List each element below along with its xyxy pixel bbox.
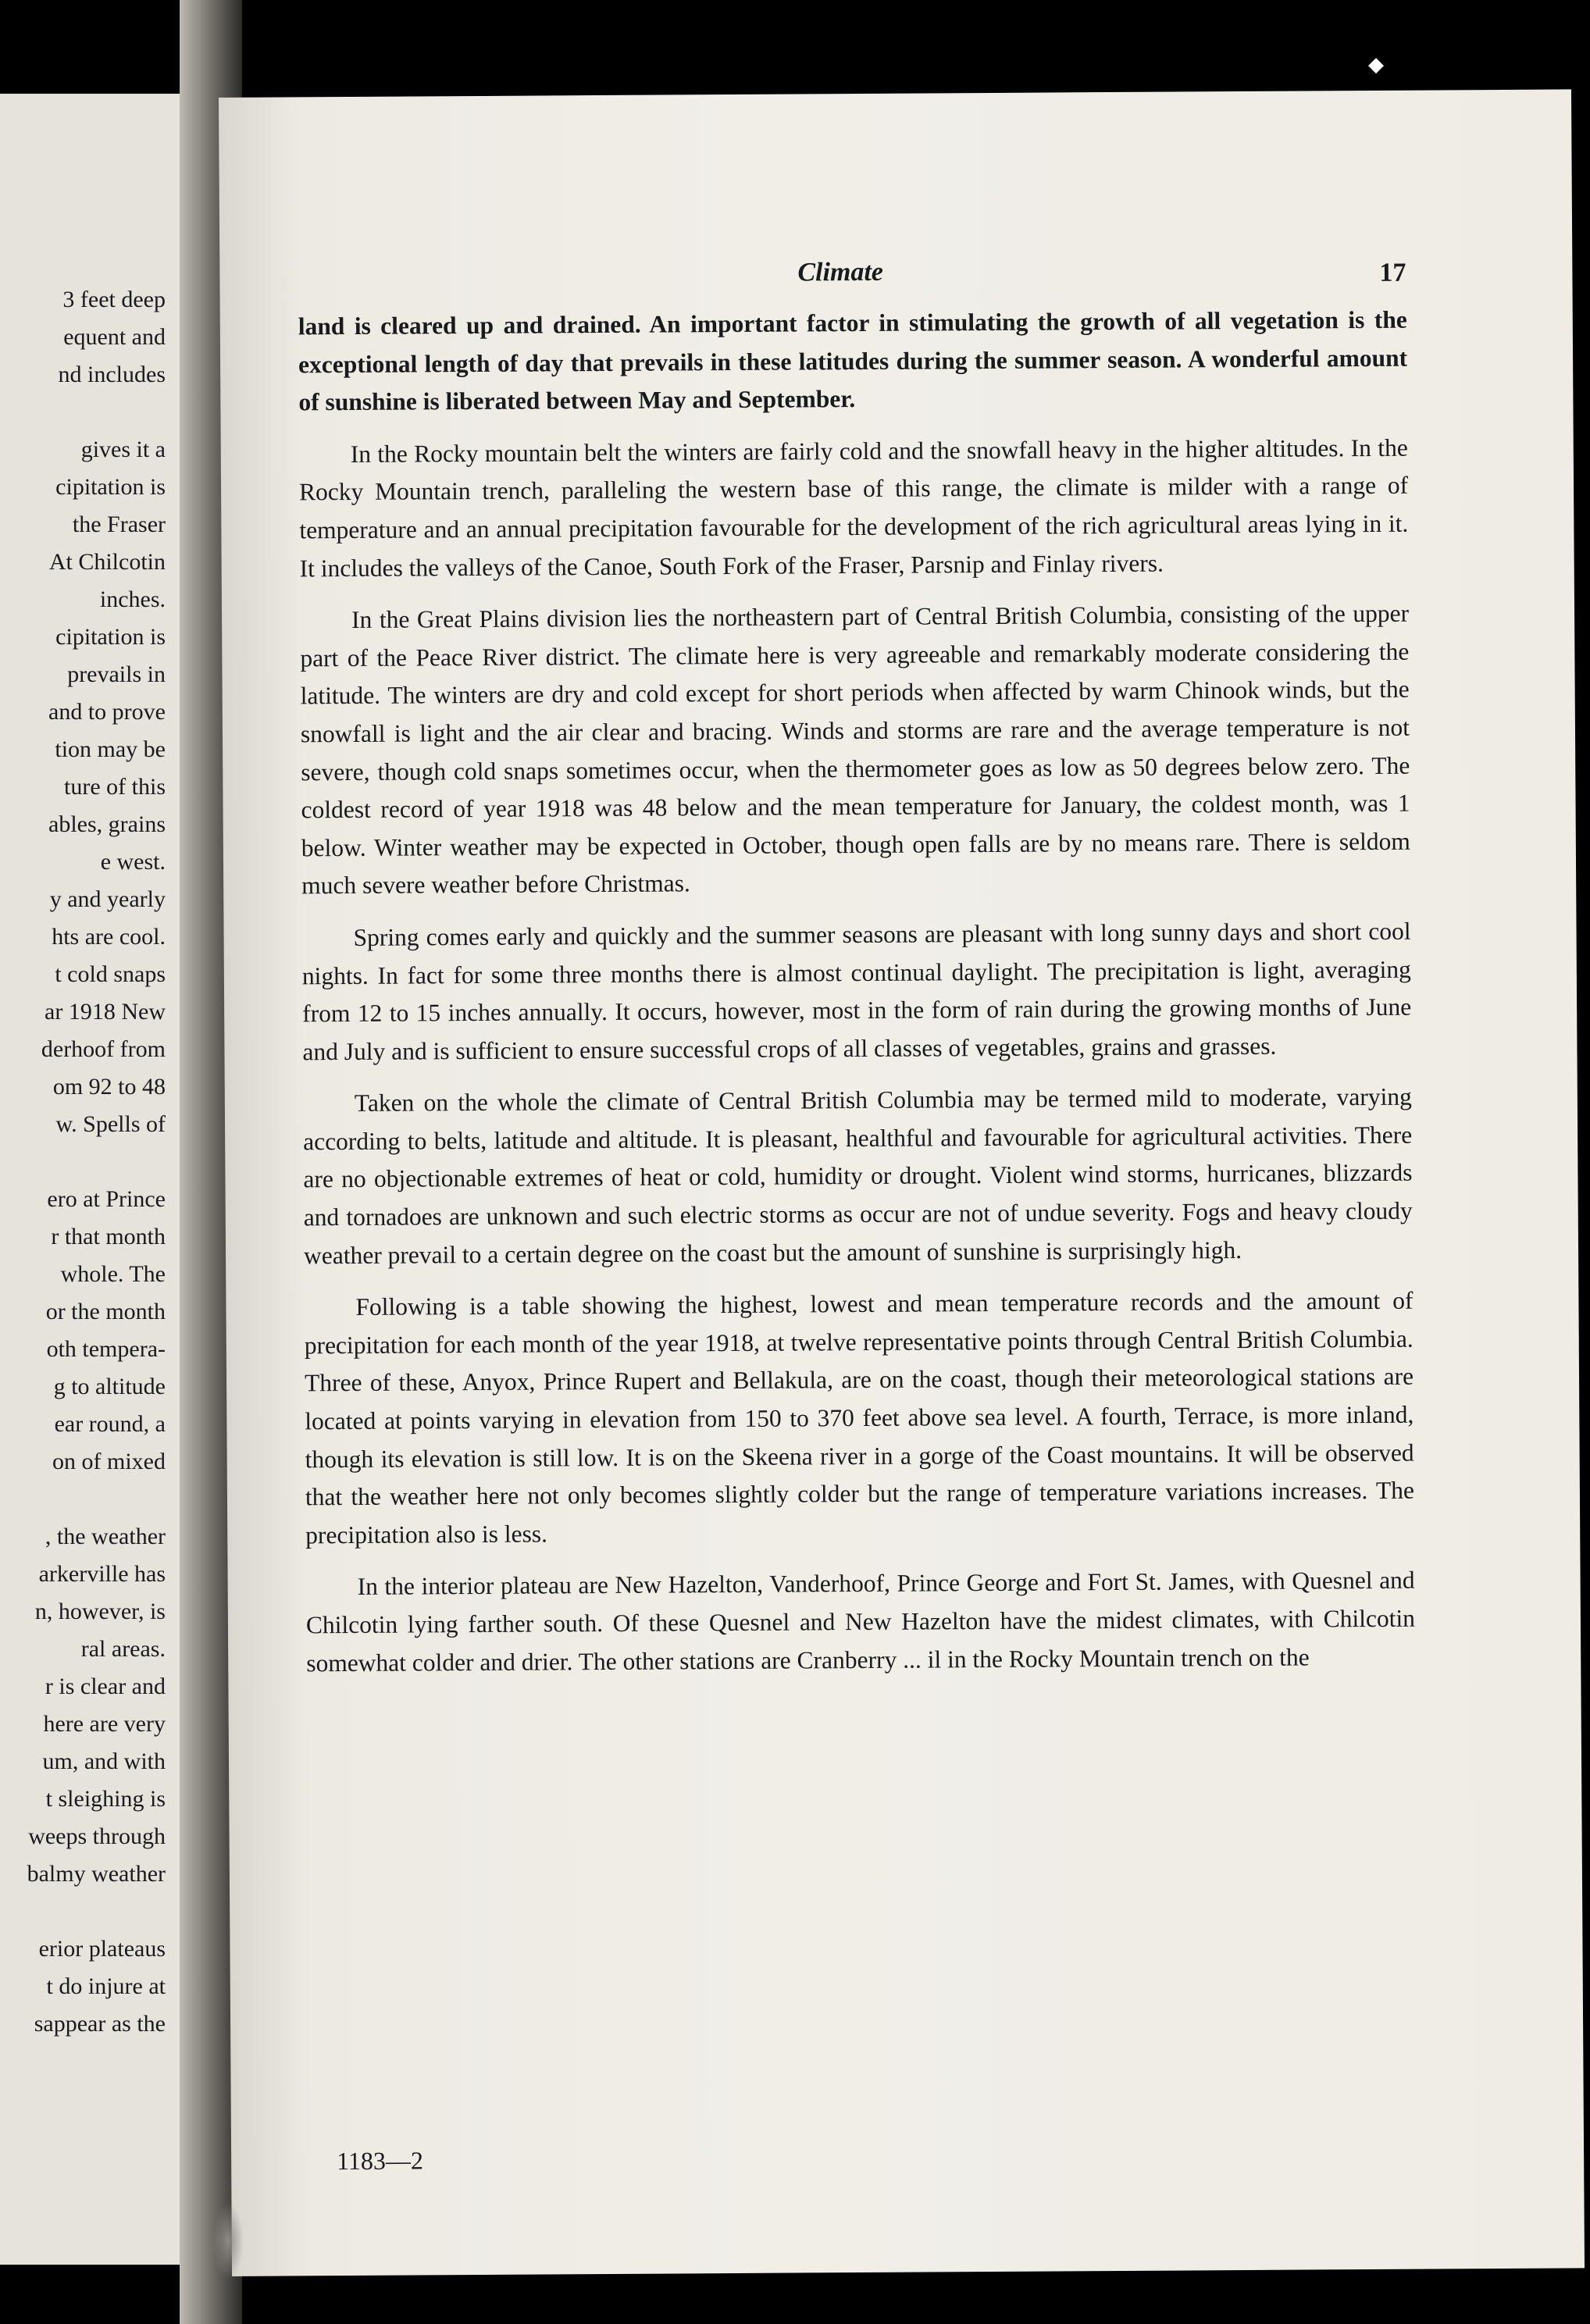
corner-mark-icon: ◆ (1368, 53, 1384, 76)
left-page-line: sappear as the (34, 2011, 166, 2037)
left-page-line: equent and (63, 324, 166, 350)
left-page-line: balmy weather (27, 1861, 166, 1887)
left-page-line: t sleighing is (45, 1786, 166, 1812)
left-page-line: um, and with (42, 1748, 166, 1774)
running-head: Climate (797, 257, 884, 287)
left-page-line: t cold snaps (55, 961, 166, 987)
left-page-line: nd includes (58, 362, 166, 387)
page-number: 17 (1379, 258, 1406, 287)
left-page-line: gives it a (80, 437, 166, 462)
left-page-line: on of mixed (52, 1449, 166, 1474)
left-page-line: At Chilcotin (48, 549, 166, 575)
signature-mark: 1183—2 (337, 2146, 424, 2176)
left-page-line: erior plateaus (38, 1936, 166, 1962)
left-page-text (0, 281, 166, 2043)
left-page-line: and to prove (48, 699, 166, 725)
left-page-line: here are very (43, 1711, 166, 1737)
left-page-line: om 92 to 48 (52, 1074, 166, 1100)
left-page-line: n, however, is (34, 1599, 166, 1624)
paragraph-4: Spring comes early and quickly and the summer seasons are pleasant with long sunny days and short cool nights. In fact for some three months there is almost continual daylight. The precipitation is light, averaging from 12 to 15 inches annually. It occurs, however, most in the form of rain during the growing months of June and July and is sufficient to ensure successful crops of all classes of vegetables, grains and grasses. (301, 917, 1412, 1066)
left-page-line: ero at Prince (47, 1186, 166, 1212)
paragraph-1: land is cleared up and drained. An important factor in stimulating the growth of all vegetation is the exceptional length of day that prevails in these latitudes during the summer season. A wonderful amount of sunshine is liberated between May and September. (298, 305, 1408, 416)
paragraph-6: Following is a table showing the highest, lowest and mean temperature records and the amount of precipitation for each month of the year 1918, at twelve representative points through Central British Columbia. Three of these, Anyox, Prince Rupert and Bellakula, are on the coast, though their meteorological stations are located at points varying in elevation from 150 to 370 feet above sea level. A fourth, Terrace, is more inland, though its elevation is still low. It is on the Skeena river in a gorge of the Coast mountains. It will be observed that the weather here not only becomes slightly colder but the range of temperature variations increases. The precipitation also is less. (304, 1286, 1415, 1549)
left-page-line: tion may be (55, 736, 166, 762)
left-page-line: r is clear and (45, 1673, 166, 1699)
left-page-line (0, 1481, 166, 1518)
left-page-line: cipitation is (55, 474, 166, 500)
paragraph-7: In the interior plateau are New Hazelton, Vanderhoof, Prince George and Fort St. James, with Quesnel and Chilcotin lying farther south. Of these Quesnel and New Hazelton have the midest climates, with Chilcotin somewhat colder and drier. The other stations are Cranberry ... il in the Rocky Mountain trench on the (305, 1567, 1416, 1677)
body-text (298, 301, 1416, 1683)
left-page-line (0, 1893, 166, 1930)
left-page-line: hts are cool. (52, 924, 166, 950)
left-page-line: the Fraser (72, 511, 166, 537)
left-page-line: ral areas. (80, 1636, 166, 1662)
left-page-line (0, 394, 166, 431)
left-page-line: prevails in (67, 661, 166, 687)
left-page-line (0, 1143, 166, 1181)
left-page-line: ture of this (64, 774, 166, 800)
left-page-line: derhoof from (41, 1036, 166, 1062)
left-page (0, 94, 201, 2265)
right-page (219, 89, 1585, 2276)
left-page-line: ables, grains (48, 811, 166, 837)
left-page-line: 3 feet deep (62, 287, 166, 312)
paragraph-5: Taken on the whole the climate of Central British Columbia may be termed mild to moderate, varying according to belts, latitude and altitude. It is pleasant, healthful and favourable for agricultural activities. There are no objectionable extremes of heat or cold, humidity or drought. Violent wind storms, hurricanes, blizzards and tornadoes are unknown and such electric storms as occur are not of undue severity. Fogs and heavy cloudy weather prevail to a certain degree on the coast but the amount of sunshine is surprisingly high. (303, 1082, 1413, 1270)
left-page-line: oth tempera- (46, 1336, 166, 1362)
left-page-line: weeps through (28, 1823, 166, 1849)
left-page-line: ear round, a (54, 1411, 166, 1437)
left-page-line: , the weather (45, 1524, 166, 1549)
paragraph-3: In the Great Plains division lies the northeastern part of Central British Columbia, consisting of the upper part of the Peace River district. The climate here is very agreeable and remarkably moderate considering the latitude. The winters are dry and cold except for short periods when affected by warm Chinook winds, but the snowfall is light and the air clear and bracing. Winds and storms are rare and the average temperature is not severe, though cold snaps sometimes occur, when the thermometer goes as low as 50 degrees below zero. The coldest record of year 1918 was 48 below and the mean temperature for January, the coldest month, was 1 below. Winter weather may be expected in October, though open falls are by no means rare. There is seldom much severe weather before Christmas. (300, 599, 1410, 900)
left-page-line: g to altitude (53, 1374, 166, 1399)
page-stain (212, 2202, 244, 2280)
left-page-line: or the month (45, 1299, 166, 1324)
paragraph-2: In the Rocky mountain belt the winters are fairly cold and the snowfall heavy in the higher altitudes. In the Rocky Mountain trench, paralleling the western base of this range, the climate is milder with a range of temperature and an annual precipitation favourable for the development of the rich agricultural areas lying in it. It includes the valleys of the Canoe, South Fork of the Fraser, Parsnip and Finlay rivers. (298, 433, 1409, 582)
left-page-line: e west. (100, 849, 166, 875)
left-page-line: inches. (99, 586, 166, 612)
left-page-line: r that month (51, 1224, 166, 1249)
left-page-line: w. Spells of (55, 1111, 166, 1137)
left-page-line: arkerville has (38, 1561, 166, 1587)
left-page-line: ar 1918 New (45, 999, 166, 1025)
left-page-line: t do injure at (46, 1973, 166, 1999)
left-page-line: y and yearly (49, 886, 166, 912)
left-page-line: cipitation is (55, 624, 166, 650)
left-page-line: whole. The (60, 1261, 166, 1287)
